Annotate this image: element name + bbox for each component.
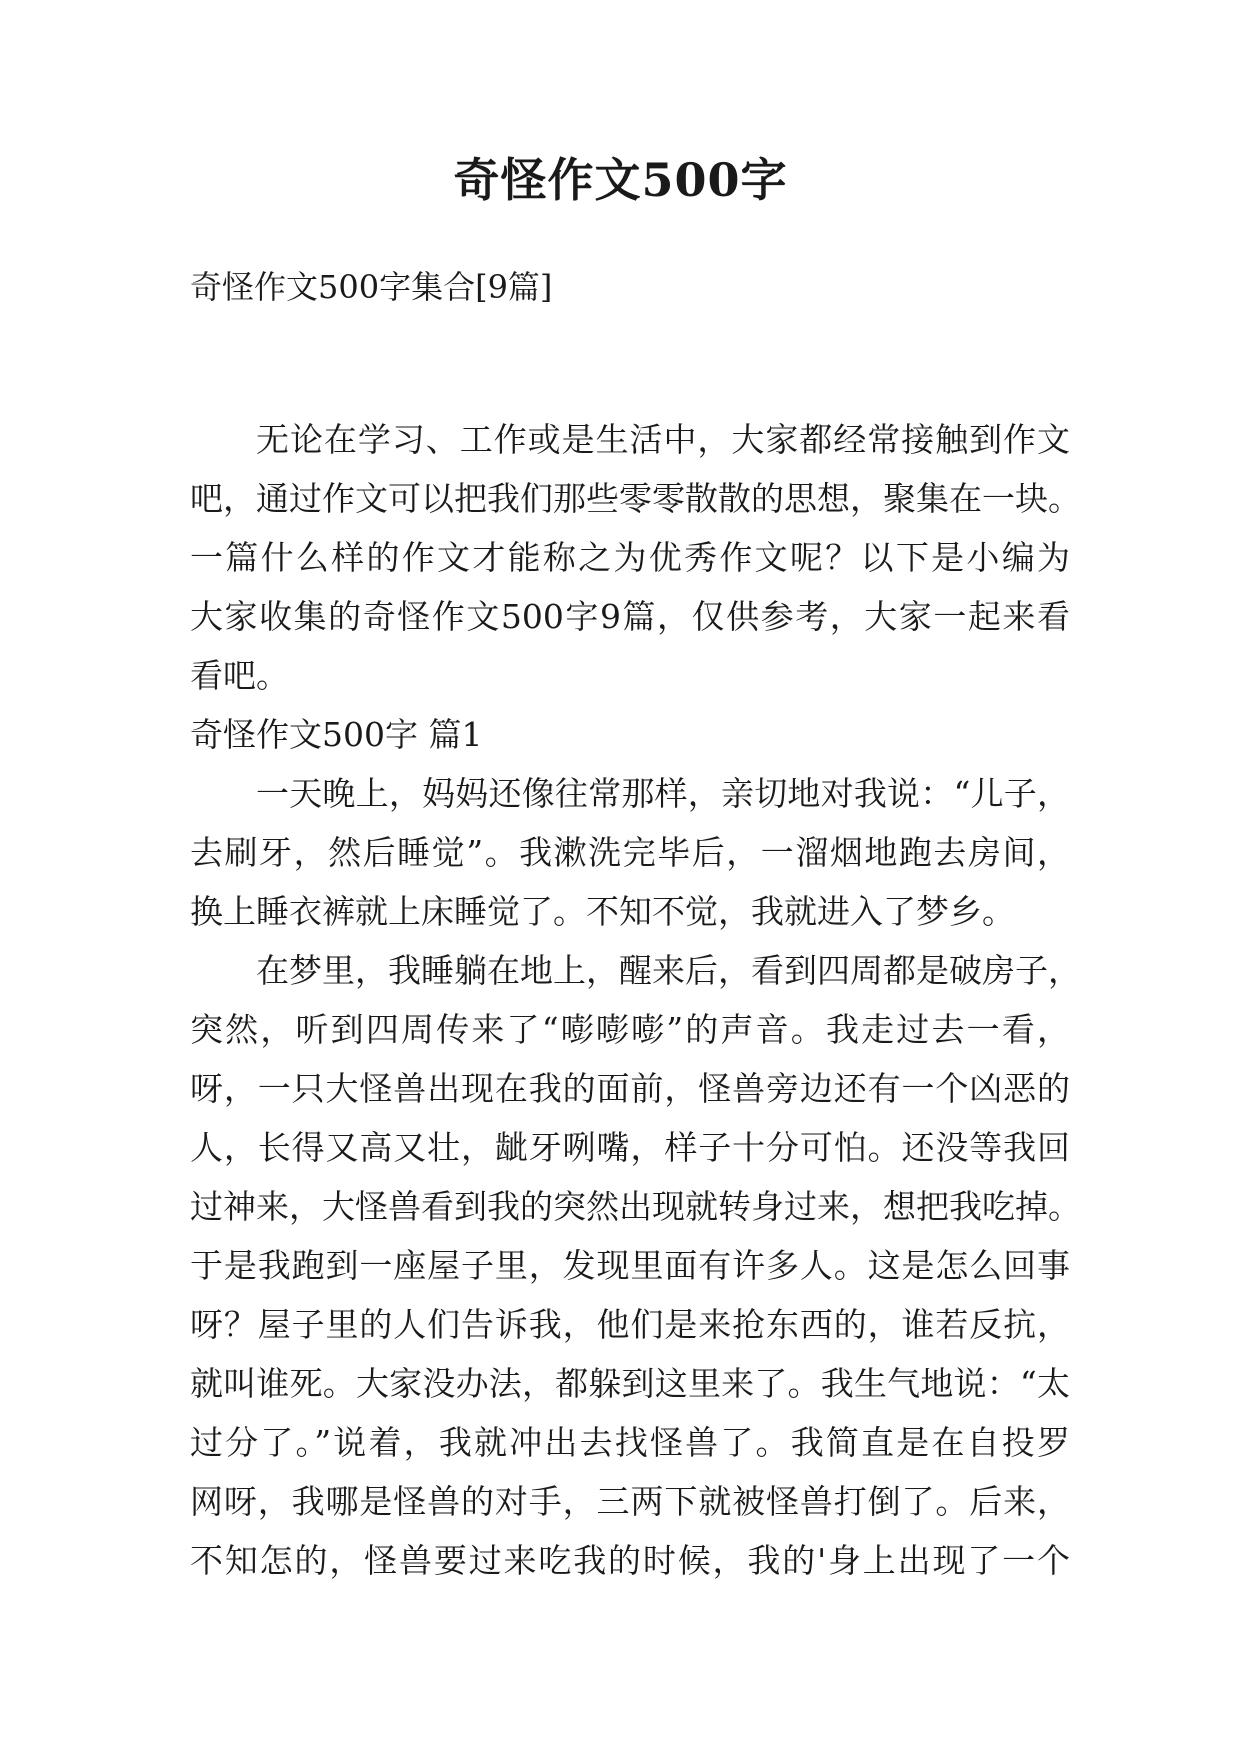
text-line: 一天晚上，妈妈还像往常那样，亲切地对我说：“儿子， [256,774,1070,813]
text-line: 在梦里，我睡躺在地上，醒来后，看到四周都是破房子， [256,951,1081,990]
text-line: 网呀，我哪是怪兽的对手，三两下就被怪兽打倒了。后来， [190,1482,1070,1521]
text-line: 呀，一只大怪兽出现在我的面前，怪兽旁边还有一个凶恶的 [190,1069,1070,1108]
text-line: 一篇什么样的作文才能称之为优秀作文呢？以下是小编为 [190,538,1070,577]
section-heading: 奇怪作文500字 篇1 [190,715,483,754]
text-line: 呀？屋子里的人们告诉我，他们是来抢东西的，谁若反抗， [190,1305,1070,1344]
text-line: 吧，通过作文可以把我们那些零零散散的思想，聚集在一块。 [190,479,1081,518]
text-line: 不知怎的，怪兽要过来吃我的时候，我的'身上出现了一个 [190,1541,1070,1580]
text-line: 看吧。 [190,656,289,695]
text-line: 大家收集的奇怪作文500字9篇，仅供参考，大家一起来看 [190,597,1070,636]
text-line: 突然，听到四周传来了“嘭嘭嘭”的声音。我走过去一看， [190,1010,1070,1049]
text-line: 过分了。”说着，我就冲出去找怪兽了。我简直是在自投罗 [190,1423,1070,1462]
text-line: 去刷牙，然后睡觉”。我漱洗完毕后，一溜烟地跑去房间， [190,833,1070,872]
text-line: 就叫谁死。大家没办法，都躲到这里来了。我生气地说：“太 [190,1364,1070,1403]
text-line: 人，长得又高又壮，龇牙咧嘴，样子十分可怕。还没等我回 [190,1128,1070,1167]
text-line: 于是我跑到一座屋子里，发现里面有许多人。这是怎么回事 [190,1246,1070,1285]
text-line: 无论在学习、工作或是生活中，大家都经常接触到作文 [256,420,1070,459]
text-line: 换上睡衣裤就上床睡觉了。不知不觉，我就进入了梦乡。 [190,892,1015,931]
document-subtitle: 奇怪作文500字集合[9篇] [190,268,553,306]
text-line: 过神来，大怪兽看到我的突然出现就转身过来，想把我吃掉。 [190,1187,1081,1226]
document-body [190,410,1081,1590]
page-title: 奇怪作文500字 [453,153,788,207]
